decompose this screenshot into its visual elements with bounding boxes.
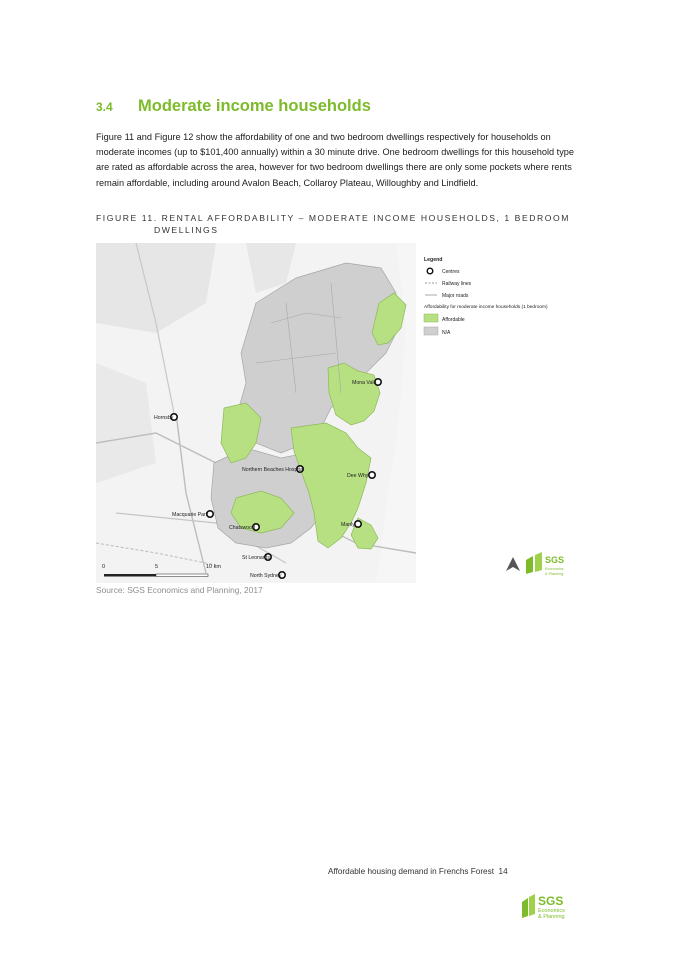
scale-label-5: 5: [155, 564, 159, 570]
label-mona-vale: Mona Vale: [352, 380, 377, 386]
label-macquarie-park: Macquarie Park: [172, 512, 209, 518]
legend-centres: Centres: [442, 269, 460, 275]
label-hornsby: Hornsby: [154, 415, 174, 421]
section-number: 3.4: [96, 100, 113, 114]
sgs-logo-mark: [529, 894, 535, 916]
label-nb-hospital: Northern Beaches Hospital: [242, 467, 304, 473]
north-arrow-icon: [506, 557, 520, 571]
sgs-footer-logo: [521, 893, 581, 921]
sgs-logo-name: SGS: [545, 555, 565, 565]
figure-source: Source: SGS Economics and Planning, 2017: [96, 585, 263, 595]
scale-label-0: 0: [102, 564, 106, 570]
sgs-logo-sub2: & Planning: [545, 572, 564, 576]
legend-railway: Railway lines: [442, 281, 472, 287]
label-north-sydney: North Sydney: [250, 573, 282, 579]
centre-marker: [355, 521, 361, 527]
scale-segment: [104, 574, 156, 577]
scale-segment: [156, 574, 208, 577]
footer-text: Affordable housing demand in Frenchs Forest: [328, 867, 494, 876]
label-manly: Manly: [341, 522, 355, 528]
sgs-logo-map: [526, 552, 564, 576]
centre-legend-icon: [427, 268, 433, 274]
sgs-logo-sub1: Economics: [545, 567, 564, 571]
sgs-logo-mark: [535, 552, 542, 572]
page-number: 14: [498, 867, 508, 876]
label-chatswood: Chatswood: [229, 525, 255, 531]
legend-roads: Major roads: [442, 293, 469, 299]
sgs-logo-mark: [522, 898, 528, 918]
map-legend: [424, 257, 548, 336]
legend-affordability-title: Affordability for moderate income households (1 bedroom): [424, 305, 548, 310]
section-title: Moderate income households: [138, 97, 371, 115]
legend-affordable: Affordable: [442, 317, 465, 323]
figure-caption: [96, 213, 596, 236]
figure-caption-line2: DWELLINGS: [154, 224, 219, 235]
sgs-logo-name: SGS: [538, 894, 564, 908]
page-footer: [328, 867, 508, 876]
legend-title: Legend: [424, 257, 443, 263]
figure-caption-line1: FIGURE 11. RENTAL AFFORDABILITY – MODERATE INCOME HOUSEHOLDS, 1 BEDROOM: [96, 213, 570, 223]
label-st-leonards: St Leonards: [242, 555, 270, 561]
affordable-swatch: [424, 314, 438, 322]
na-swatch: [424, 327, 438, 335]
label-dee-why: Dee Why: [347, 473, 369, 479]
section-heading: [96, 97, 371, 116]
sgs-logo-sub1: Economics: [538, 908, 565, 914]
scale-label-10: 10 km: [206, 564, 221, 570]
legend-na: N/A: [442, 330, 451, 336]
body-paragraph: Figure 11 and Figure 12 show the affordability of one and two bedroom dwellings respectively for households on moderate incomes (up to $101,400 annually) within a 30 minute drive. One bedroom dwellings for this household type are rated as affordable across the area, however for two bedroom dwellings there are only some pockets where rents remain affordable, including around Avalon Beach, Collaroy Plateau, Willoughby and Lindfield.: [96, 132, 575, 188]
sgs-logo-mark: [526, 556, 533, 574]
centre-marker: [369, 472, 375, 478]
affordability-map: [96, 243, 582, 583]
sgs-logo-sub2: & Planning: [538, 914, 565, 920]
